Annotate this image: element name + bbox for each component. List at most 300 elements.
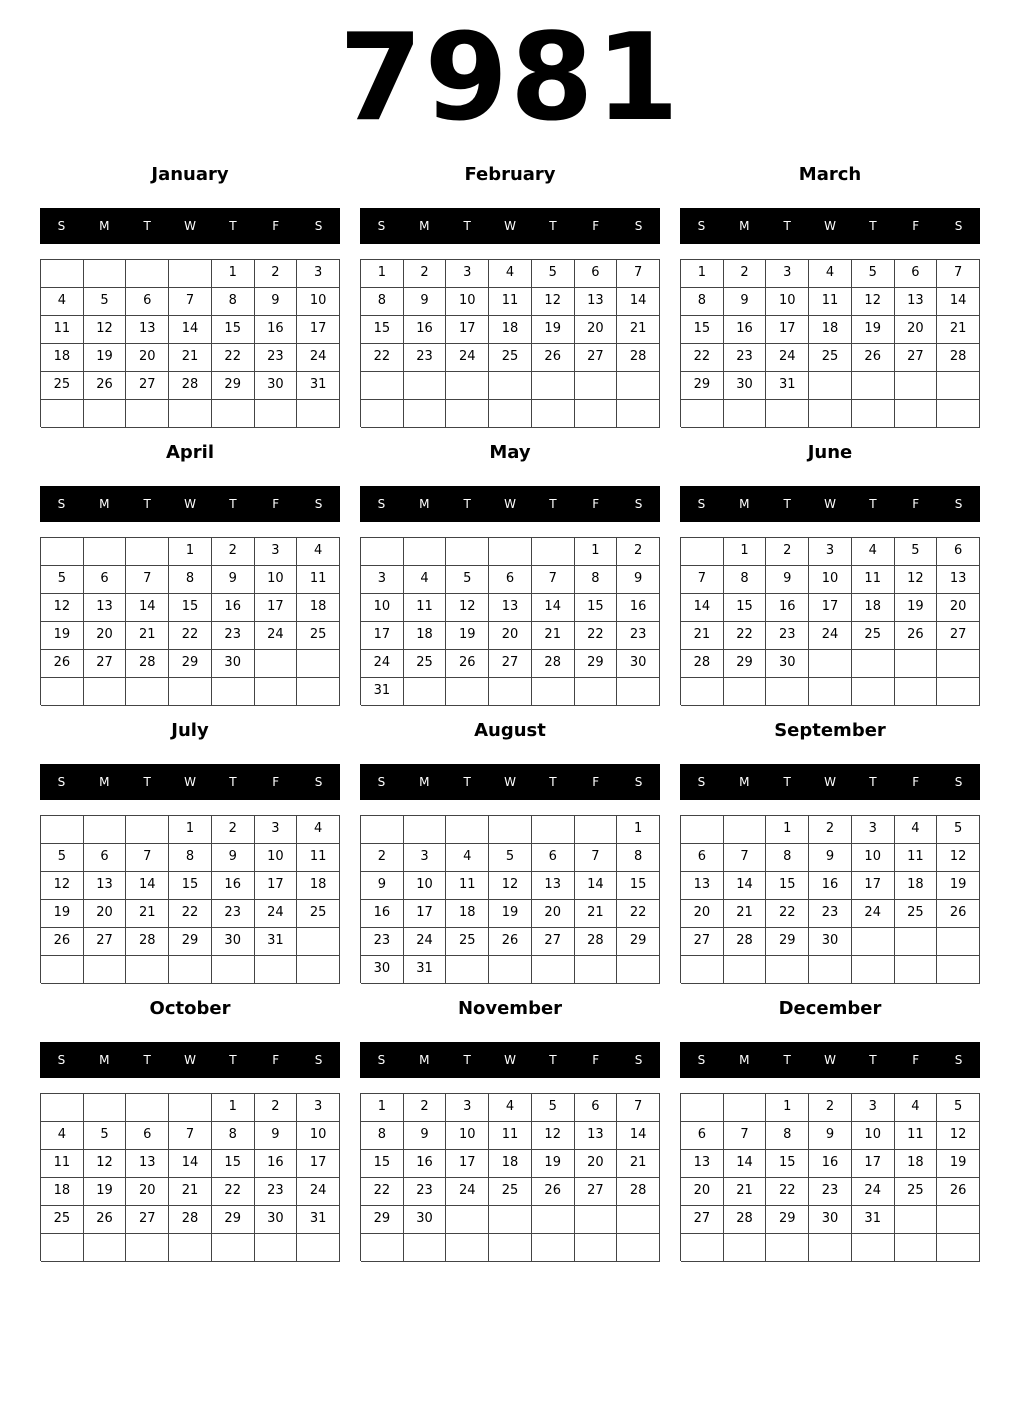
weekday-header bbox=[360, 208, 660, 244]
day-cell: 18 bbox=[41, 1178, 84, 1206]
day-cell: 1 bbox=[212, 1094, 255, 1122]
weekday-label: W bbox=[504, 219, 516, 233]
day-cell: 24 bbox=[852, 900, 895, 928]
day-cell: 28 bbox=[681, 650, 724, 678]
day-cell: 17 bbox=[297, 1150, 340, 1178]
day-cell: 4 bbox=[895, 816, 938, 844]
day-cell: 10 bbox=[361, 594, 404, 622]
day-cell: 13 bbox=[489, 594, 532, 622]
empty-day-cell bbox=[852, 372, 895, 400]
month-name: June bbox=[807, 442, 853, 463]
empty-day-cell bbox=[617, 1206, 660, 1234]
day-cell: 2 bbox=[404, 260, 447, 288]
day-cell: 23 bbox=[255, 344, 298, 372]
empty-day-cell bbox=[937, 372, 980, 400]
empty-day-cell bbox=[809, 650, 852, 678]
weekday-label: S bbox=[634, 1053, 643, 1067]
day-cell: 2 bbox=[617, 538, 660, 566]
day-cell: 6 bbox=[126, 288, 169, 316]
empty-day-cell bbox=[895, 1234, 938, 1262]
day-cell: 9 bbox=[766, 566, 809, 594]
day-cell: 9 bbox=[212, 566, 255, 594]
empty-day-cell bbox=[84, 538, 127, 566]
empty-day-cell bbox=[575, 956, 618, 984]
weekday-label: F bbox=[272, 497, 280, 511]
day-cell: 29 bbox=[724, 650, 767, 678]
day-cell: 17 bbox=[404, 900, 447, 928]
day-cell: 12 bbox=[41, 872, 84, 900]
day-cell: 14 bbox=[724, 872, 767, 900]
empty-day-cell bbox=[126, 1234, 169, 1262]
day-cell: 28 bbox=[724, 928, 767, 956]
day-cell: 5 bbox=[84, 1122, 127, 1150]
day-grid bbox=[360, 1093, 660, 1261]
empty-day-cell bbox=[766, 678, 809, 706]
day-cell: 17 bbox=[809, 594, 852, 622]
day-cell: 19 bbox=[937, 872, 980, 900]
day-cell: 1 bbox=[212, 260, 255, 288]
day-cell: 9 bbox=[404, 1122, 447, 1150]
month-name: November bbox=[457, 998, 563, 1019]
day-cell: 7 bbox=[724, 1122, 767, 1150]
day-cell: 22 bbox=[361, 344, 404, 372]
day-cell: 18 bbox=[809, 316, 852, 344]
day-grid bbox=[360, 259, 660, 427]
day-cell: 31 bbox=[852, 1206, 895, 1234]
empty-day-cell bbox=[489, 1234, 532, 1262]
day-cell: 26 bbox=[532, 1178, 575, 1206]
day-cell: 24 bbox=[404, 928, 447, 956]
weekday-label: S bbox=[314, 1053, 323, 1067]
day-cell: 23 bbox=[809, 1178, 852, 1206]
empty-day-cell bbox=[681, 538, 724, 566]
day-cell: 8 bbox=[169, 566, 212, 594]
empty-day-cell bbox=[532, 678, 575, 706]
month-april bbox=[40, 438, 340, 708]
empty-day-cell bbox=[766, 400, 809, 428]
empty-day-cell bbox=[809, 1234, 852, 1262]
weekday-header bbox=[680, 1042, 980, 1078]
day-cell: 14 bbox=[126, 872, 169, 900]
day-cell: 13 bbox=[126, 316, 169, 344]
empty-day-cell bbox=[852, 1234, 895, 1262]
day-cell: 27 bbox=[84, 650, 127, 678]
day-cell: 11 bbox=[489, 288, 532, 316]
day-cell: 12 bbox=[937, 844, 980, 872]
day-cell: 20 bbox=[681, 900, 724, 928]
empty-day-cell bbox=[404, 538, 447, 566]
day-cell: 17 bbox=[255, 594, 298, 622]
empty-day-cell bbox=[446, 400, 489, 428]
day-cell: 3 bbox=[852, 1094, 895, 1122]
day-cell: 14 bbox=[681, 594, 724, 622]
day-cell: 17 bbox=[446, 316, 489, 344]
day-cell: 18 bbox=[297, 872, 340, 900]
empty-day-cell bbox=[255, 650, 298, 678]
empty-day-cell bbox=[361, 1234, 404, 1262]
weekday-label: M bbox=[99, 219, 110, 233]
month-name: October bbox=[149, 998, 231, 1019]
weekday-label: M bbox=[419, 497, 430, 511]
day-cell: 2 bbox=[361, 844, 404, 872]
day-cell: 9 bbox=[404, 288, 447, 316]
day-cell: 3 bbox=[361, 566, 404, 594]
day-cell: 30 bbox=[212, 650, 255, 678]
day-cell: 9 bbox=[617, 566, 660, 594]
day-cell: 22 bbox=[169, 900, 212, 928]
day-cell: 8 bbox=[766, 1122, 809, 1150]
day-cell: 27 bbox=[532, 928, 575, 956]
weekday-label: F bbox=[912, 775, 920, 789]
weekday-label: F bbox=[272, 219, 280, 233]
day-cell: 25 bbox=[446, 928, 489, 956]
day-cell: 21 bbox=[532, 622, 575, 650]
day-cell: 19 bbox=[895, 594, 938, 622]
weekday-label: T bbox=[549, 219, 557, 233]
weekday-label: W bbox=[824, 775, 836, 789]
empty-day-cell bbox=[532, 1234, 575, 1262]
day-cell: 19 bbox=[84, 344, 127, 372]
day-cell: 24 bbox=[255, 900, 298, 928]
month-name: August bbox=[474, 720, 546, 741]
day-cell: 26 bbox=[937, 1178, 980, 1206]
weekday-label: T bbox=[869, 497, 877, 511]
day-cell: 21 bbox=[724, 900, 767, 928]
day-cell: 20 bbox=[126, 344, 169, 372]
day-cell: 2 bbox=[809, 816, 852, 844]
weekday-label: T bbox=[549, 1053, 557, 1067]
day-cell: 27 bbox=[895, 344, 938, 372]
empty-day-cell bbox=[126, 816, 169, 844]
empty-day-cell bbox=[84, 678, 127, 706]
weekday-label: M bbox=[739, 775, 750, 789]
month-december bbox=[680, 994, 980, 1264]
day-cell: 5 bbox=[489, 844, 532, 872]
empty-day-cell bbox=[489, 1206, 532, 1234]
day-cell: 5 bbox=[446, 566, 489, 594]
day-cell: 2 bbox=[724, 260, 767, 288]
day-cell: 25 bbox=[852, 622, 895, 650]
day-cell: 18 bbox=[489, 1150, 532, 1178]
month-name: March bbox=[798, 164, 862, 185]
day-cell: 18 bbox=[446, 900, 489, 928]
day-cell: 16 bbox=[404, 316, 447, 344]
day-cell: 15 bbox=[681, 316, 724, 344]
day-cell: 23 bbox=[617, 622, 660, 650]
empty-day-cell bbox=[532, 372, 575, 400]
weekday-label: S bbox=[634, 775, 643, 789]
day-cell: 18 bbox=[489, 316, 532, 344]
empty-day-cell bbox=[297, 678, 340, 706]
empty-day-cell bbox=[852, 678, 895, 706]
day-cell: 16 bbox=[404, 1150, 447, 1178]
empty-day-cell bbox=[937, 650, 980, 678]
day-cell: 5 bbox=[895, 538, 938, 566]
day-cell: 26 bbox=[41, 650, 84, 678]
day-cell: 26 bbox=[852, 344, 895, 372]
empty-day-cell bbox=[809, 372, 852, 400]
day-cell: 4 bbox=[446, 844, 489, 872]
day-cell: 15 bbox=[169, 872, 212, 900]
day-cell: 3 bbox=[446, 260, 489, 288]
weekday-label: T bbox=[463, 775, 471, 789]
month-name: May bbox=[489, 442, 531, 463]
day-cell: 18 bbox=[852, 594, 895, 622]
day-cell: 29 bbox=[212, 1206, 255, 1234]
empty-day-cell bbox=[489, 372, 532, 400]
day-cell: 28 bbox=[937, 344, 980, 372]
day-cell: 13 bbox=[681, 872, 724, 900]
weekday-label: T bbox=[463, 219, 471, 233]
weekday-label: W bbox=[824, 219, 836, 233]
empty-day-cell bbox=[404, 678, 447, 706]
weekday-label: M bbox=[99, 497, 110, 511]
day-cell: 1 bbox=[681, 260, 724, 288]
day-grid bbox=[360, 537, 660, 705]
day-cell: 31 bbox=[255, 928, 298, 956]
day-cell: 19 bbox=[446, 622, 489, 650]
day-cell: 21 bbox=[126, 900, 169, 928]
day-cell: 4 bbox=[809, 260, 852, 288]
day-cell: 15 bbox=[575, 594, 618, 622]
empty-day-cell bbox=[532, 956, 575, 984]
day-cell: 6 bbox=[575, 260, 618, 288]
day-cell: 10 bbox=[255, 844, 298, 872]
weekday-label: W bbox=[824, 497, 836, 511]
day-cell: 16 bbox=[809, 1150, 852, 1178]
day-cell: 25 bbox=[404, 650, 447, 678]
empty-day-cell bbox=[489, 538, 532, 566]
day-cell: 3 bbox=[852, 816, 895, 844]
day-cell: 4 bbox=[297, 816, 340, 844]
month-july bbox=[40, 716, 340, 986]
weekday-label: S bbox=[954, 1053, 963, 1067]
empty-day-cell bbox=[724, 956, 767, 984]
day-cell: 28 bbox=[617, 344, 660, 372]
day-cell: 7 bbox=[724, 844, 767, 872]
day-cell: 9 bbox=[255, 288, 298, 316]
empty-day-cell bbox=[681, 400, 724, 428]
weekday-label: W bbox=[184, 497, 196, 511]
weekday-label: S bbox=[314, 497, 323, 511]
empty-day-cell bbox=[852, 956, 895, 984]
day-cell: 7 bbox=[617, 1094, 660, 1122]
weekday-label: M bbox=[99, 775, 110, 789]
day-cell: 14 bbox=[617, 288, 660, 316]
day-cell: 7 bbox=[126, 844, 169, 872]
month-september bbox=[680, 716, 980, 986]
weekday-label: W bbox=[824, 1053, 836, 1067]
day-cell: 19 bbox=[41, 900, 84, 928]
day-cell: 20 bbox=[895, 316, 938, 344]
weekday-label: T bbox=[229, 1053, 237, 1067]
day-cell: 25 bbox=[297, 900, 340, 928]
day-cell: 17 bbox=[297, 316, 340, 344]
empty-day-cell bbox=[766, 1234, 809, 1262]
weekday-label: S bbox=[697, 775, 706, 789]
weekday-label: T bbox=[143, 775, 151, 789]
day-cell: 12 bbox=[937, 1122, 980, 1150]
empty-day-cell bbox=[895, 650, 938, 678]
empty-day-cell bbox=[84, 956, 127, 984]
day-cell: 2 bbox=[809, 1094, 852, 1122]
weekday-label: S bbox=[377, 1053, 386, 1067]
empty-day-cell bbox=[724, 400, 767, 428]
day-cell: 17 bbox=[361, 622, 404, 650]
empty-day-cell bbox=[617, 678, 660, 706]
day-cell: 8 bbox=[766, 844, 809, 872]
day-cell: 2 bbox=[255, 260, 298, 288]
day-cell: 1 bbox=[724, 538, 767, 566]
day-cell: 13 bbox=[681, 1150, 724, 1178]
day-cell: 30 bbox=[212, 928, 255, 956]
month-name: September bbox=[774, 720, 886, 741]
day-cell: 8 bbox=[361, 288, 404, 316]
day-cell: 3 bbox=[404, 844, 447, 872]
day-cell: 4 bbox=[41, 288, 84, 316]
weekday-header bbox=[40, 208, 340, 244]
day-cell: 18 bbox=[895, 872, 938, 900]
day-cell: 13 bbox=[84, 594, 127, 622]
day-cell: 6 bbox=[681, 1122, 724, 1150]
day-cell: 3 bbox=[297, 1094, 340, 1122]
day-cell: 6 bbox=[681, 844, 724, 872]
day-cell: 29 bbox=[575, 650, 618, 678]
empty-day-cell bbox=[852, 928, 895, 956]
day-cell: 16 bbox=[255, 1150, 298, 1178]
day-cell: 16 bbox=[724, 316, 767, 344]
empty-day-cell bbox=[169, 1234, 212, 1262]
empty-day-cell bbox=[446, 678, 489, 706]
day-cell: 25 bbox=[297, 622, 340, 650]
day-cell: 15 bbox=[361, 1150, 404, 1178]
day-cell: 10 bbox=[809, 566, 852, 594]
empty-day-cell bbox=[404, 1234, 447, 1262]
month-january bbox=[40, 160, 340, 430]
day-cell: 19 bbox=[489, 900, 532, 928]
empty-day-cell bbox=[212, 1234, 255, 1262]
weekday-label: S bbox=[634, 497, 643, 511]
day-cell: 24 bbox=[297, 1178, 340, 1206]
weekday-label: M bbox=[739, 497, 750, 511]
empty-day-cell bbox=[361, 372, 404, 400]
empty-day-cell bbox=[681, 956, 724, 984]
empty-day-cell bbox=[297, 928, 340, 956]
day-cell: 13 bbox=[575, 1122, 618, 1150]
empty-day-cell bbox=[446, 816, 489, 844]
weekday-label: S bbox=[697, 497, 706, 511]
day-cell: 20 bbox=[937, 594, 980, 622]
day-cell: 28 bbox=[169, 372, 212, 400]
day-cell: 14 bbox=[617, 1122, 660, 1150]
day-cell: 23 bbox=[361, 928, 404, 956]
day-cell: 19 bbox=[532, 316, 575, 344]
day-cell: 29 bbox=[169, 928, 212, 956]
day-cell: 26 bbox=[446, 650, 489, 678]
empty-day-cell bbox=[895, 928, 938, 956]
day-cell: 1 bbox=[361, 260, 404, 288]
empty-day-cell bbox=[404, 400, 447, 428]
day-cell: 4 bbox=[489, 260, 532, 288]
empty-day-cell bbox=[446, 1234, 489, 1262]
day-cell: 28 bbox=[126, 928, 169, 956]
day-cell: 19 bbox=[84, 1178, 127, 1206]
day-cell: 26 bbox=[84, 372, 127, 400]
month-name: February bbox=[464, 164, 556, 185]
day-cell: 5 bbox=[532, 260, 575, 288]
weekday-label: T bbox=[143, 497, 151, 511]
day-cell: 27 bbox=[681, 1206, 724, 1234]
day-cell: 2 bbox=[212, 816, 255, 844]
weekday-label: F bbox=[272, 1053, 280, 1067]
empty-day-cell bbox=[84, 1094, 127, 1122]
day-cell: 23 bbox=[212, 900, 255, 928]
empty-day-cell bbox=[489, 956, 532, 984]
weekday-label: F bbox=[912, 219, 920, 233]
day-cell: 22 bbox=[212, 1178, 255, 1206]
day-cell: 29 bbox=[361, 1206, 404, 1234]
day-cell: 9 bbox=[809, 1122, 852, 1150]
day-cell: 29 bbox=[617, 928, 660, 956]
day-grid bbox=[40, 1093, 340, 1261]
day-cell: 31 bbox=[361, 678, 404, 706]
weekday-label: T bbox=[463, 1053, 471, 1067]
day-cell: 14 bbox=[532, 594, 575, 622]
weekday-label: F bbox=[592, 219, 600, 233]
day-cell: 30 bbox=[809, 1206, 852, 1234]
day-cell: 10 bbox=[404, 872, 447, 900]
weekday-label: S bbox=[314, 775, 323, 789]
day-cell: 16 bbox=[212, 872, 255, 900]
day-cell: 24 bbox=[446, 344, 489, 372]
day-cell: 30 bbox=[404, 1206, 447, 1234]
empty-day-cell bbox=[255, 956, 298, 984]
day-cell: 15 bbox=[766, 1150, 809, 1178]
day-grid bbox=[40, 537, 340, 705]
empty-day-cell bbox=[724, 1094, 767, 1122]
day-cell: 15 bbox=[361, 316, 404, 344]
day-cell: 12 bbox=[532, 1122, 575, 1150]
weekday-label: T bbox=[869, 1053, 877, 1067]
day-cell: 3 bbox=[255, 816, 298, 844]
day-cell: 16 bbox=[617, 594, 660, 622]
day-cell: 7 bbox=[169, 288, 212, 316]
empty-day-cell bbox=[41, 1234, 84, 1262]
empty-day-cell bbox=[937, 1206, 980, 1234]
day-cell: 9 bbox=[724, 288, 767, 316]
empty-day-cell bbox=[41, 400, 84, 428]
day-cell: 6 bbox=[84, 566, 127, 594]
empty-day-cell bbox=[937, 928, 980, 956]
empty-day-cell bbox=[255, 678, 298, 706]
day-cell: 8 bbox=[212, 288, 255, 316]
day-cell: 13 bbox=[84, 872, 127, 900]
day-cell: 22 bbox=[766, 900, 809, 928]
day-cell: 11 bbox=[489, 1122, 532, 1150]
month-name: April bbox=[165, 442, 215, 463]
weekday-label: T bbox=[869, 219, 877, 233]
day-cell: 16 bbox=[212, 594, 255, 622]
day-cell: 14 bbox=[169, 316, 212, 344]
day-cell: 17 bbox=[852, 1150, 895, 1178]
day-cell: 22 bbox=[724, 622, 767, 650]
empty-day-cell bbox=[724, 1234, 767, 1262]
day-cell: 4 bbox=[489, 1094, 532, 1122]
day-cell: 25 bbox=[489, 344, 532, 372]
day-cell: 5 bbox=[937, 1094, 980, 1122]
weekday-label: S bbox=[57, 775, 66, 789]
day-cell: 21 bbox=[724, 1178, 767, 1206]
